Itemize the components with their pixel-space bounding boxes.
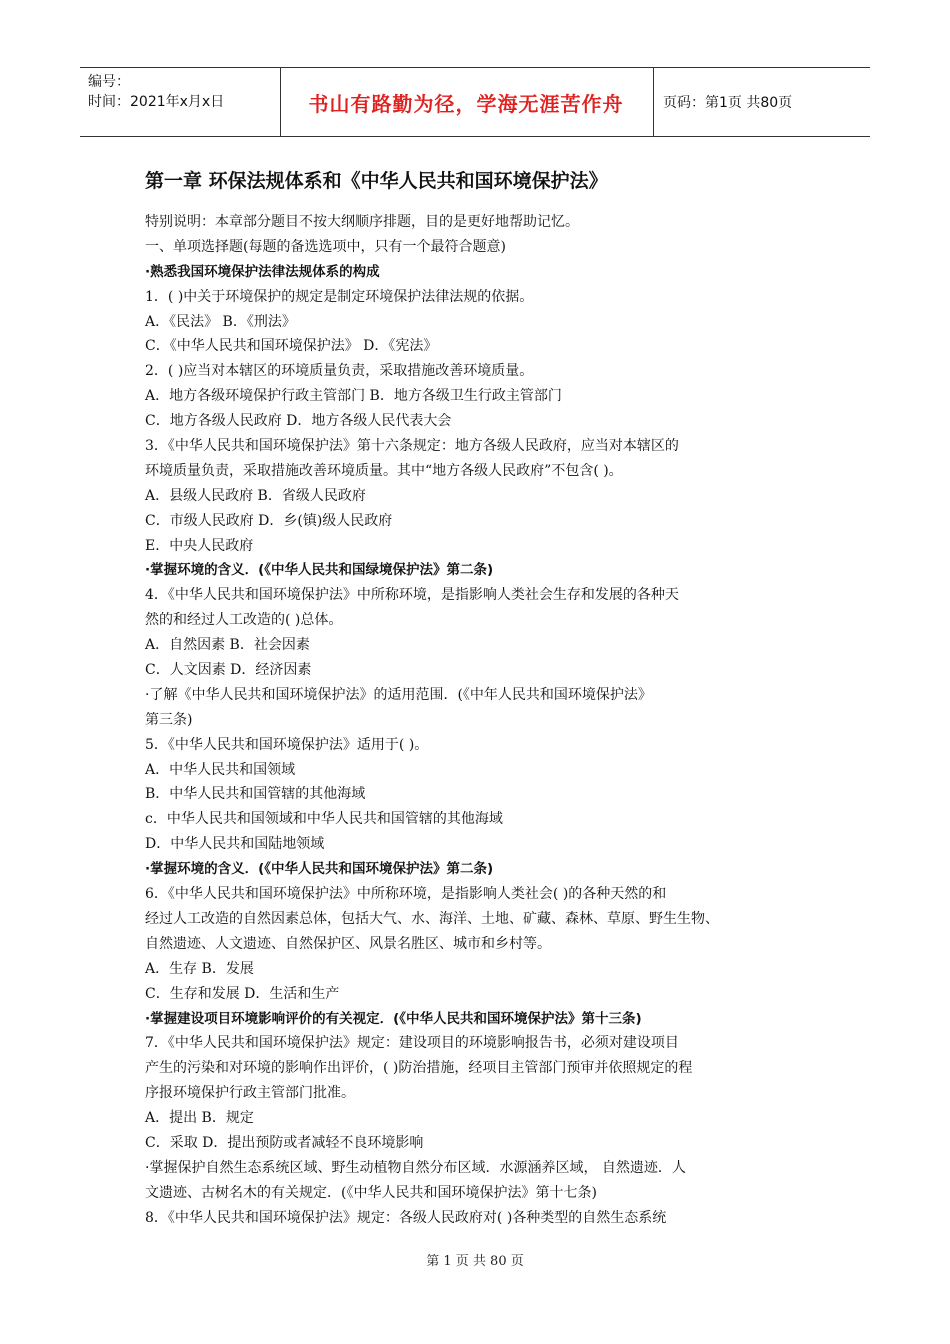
text-line: B．中华人民共和国管辖的其他海域 <box>145 786 366 803</box>
text-line: 然的和经过人工改造的( )总体。 <box>145 612 343 629</box>
text-line: ·掌握保护自然生态系统区域、野生动植物自然分布区域．水源涵养区域， 自然遗迹．人 <box>145 1159 686 1176</box>
text-line: 8．《中华人民共和国环境保护法》规定：各级人民政府对( )各种类型的自然生态系统 <box>145 1209 667 1226</box>
text-line: A．中华人民共和国领域 <box>145 761 296 778</box>
text-line: 经过人工改造的自然因素总体，包括大气、水、海洋、土地、矿藏、森林、草原、野生生物、 <box>145 910 719 927</box>
text-line: A．县级人民政府 B．省级人民政府 <box>145 487 366 504</box>
text-line: A．生存 B．发展 <box>145 960 254 977</box>
date-label: 时间：2021年x月x日 <box>88 94 225 110</box>
text-line: 自然遗迹、人文遗迹、自然保护区、风景名胜区、城市和乡村等。 <box>145 935 551 952</box>
text-line: C．采取 D．提出预防或者减轻不良环境影响 <box>145 1134 424 1151</box>
text-line: 5．《中华人民共和国环境保护法》适用于( )。 <box>145 736 429 753</box>
page-header <box>80 67 870 137</box>
text-line: 文遗迹、古树名木的有关规定．(《中华人民共和国环境保护法》第十七条) <box>145 1184 597 1201</box>
section-heading: ·掌握环境的含义．(《中华人民共和国绿境保护法》第二条) <box>145 562 494 579</box>
page-footer: 第 1 页 共 80 页 <box>426 1254 524 1269</box>
text-line: 3．《中华人民共和国环境保护法》第十六条规定：地方各级人民政府，应当对本辖区的 <box>145 438 679 455</box>
text-line: 4．《中华人民共和国环境保护法》中所称环境，是指影响人类社会生存和发展的各种天 <box>145 587 679 604</box>
text-line: E．中央人民政府 <box>145 537 254 554</box>
document-body <box>145 210 835 1231</box>
header-divider <box>280 68 281 136</box>
text-line: C．人文因素 D．经济因素 <box>145 662 312 679</box>
text-line: C．地方各级人民政府 D．地方各级人民代表大会 <box>145 413 452 430</box>
section-heading: ·掌握建设项目环境影响评价的有关视定．(《中华人民共和国环境保护法》第十三条) <box>145 1010 642 1027</box>
chapter-title: 第一章 环保法规体系和《中华人民共和国环境保护法》 <box>145 170 608 192</box>
text-line: A．自然因素 B．社会因素 <box>145 637 310 654</box>
header-page-info: 页码：第1页 共80页 <box>663 95 793 111</box>
section-heading: ·掌握环境的含义．(《中华人民共和国环境保护法》第二条) <box>145 861 494 878</box>
text-line: 6．《中华人民共和国环境保护法》中所称环境，是指影响人类社会( )的各种天然的和 <box>145 886 667 903</box>
text-line: D．中华人民共和国陆地领域 <box>145 836 325 853</box>
text-line: 7．《中华人民共和国环境保护法》规定：建设项目的环境影响报告书，必须对建设项目 <box>145 1035 679 1052</box>
header-meta <box>88 72 224 112</box>
text-line: 产生的污染和对环境的影响作出评价，( )防治措施，经项目主管部门预审并依照规定的程 <box>145 1060 693 1077</box>
text-line: C．《中华人民共和国环境保护法》 D．《宪法》 <box>145 338 438 355</box>
text-line: A．地方各级环境保护行政主管部门 B．地方各级卫生行政主管部门 <box>145 388 562 405</box>
text-line: C．生存和发展 D．生活和生产 <box>145 985 340 1002</box>
text-line: 第三条) <box>145 711 193 728</box>
text-line: 环境质量负责，采取措施改善环境质量。其中“地方各级人民政府”不包含( )。 <box>145 462 623 479</box>
text-line: 2．( )应当对本辖区的环境质量负责，采取措施改善环境质量。 <box>145 363 534 380</box>
text-line: 1．( )中关于环境保护的规定是制定环境保护法律法规的依据。 <box>145 288 534 305</box>
text-line: 序报环境保护行政主管部门批准。 <box>145 1085 355 1102</box>
number-label: 编号： <box>88 74 130 90</box>
text-line: 一、单项选择题(每题的备选选项中，只有一个最符合题意) <box>145 238 506 255</box>
header-motto: 书山有路勤为径，学海无涯苦作舟 <box>308 91 624 116</box>
text-line: ·了解《中华人民共和国环境保护法》的适用范围．(《中年人民共和国环境保护法》 <box>145 686 652 703</box>
text-line: A．《民法》 B．《刑法》 <box>145 313 296 330</box>
section-heading: ·熟悉我国环境保护法律法规体系的构成 <box>145 263 380 280</box>
text-line: c．中华人民共和国领域和中华人民共和国管辖的其他海域 <box>145 811 503 828</box>
text-line: 特别说明：本章部分题目不按大纲顺序排题，目的是更好地帮助记忆。 <box>145 214 579 230</box>
text-line: C．市级人民政府 D．乡(镇)级人民政府 <box>145 512 393 529</box>
text-line: A．提出 B．规定 <box>145 1110 254 1127</box>
header-divider <box>653 68 654 136</box>
